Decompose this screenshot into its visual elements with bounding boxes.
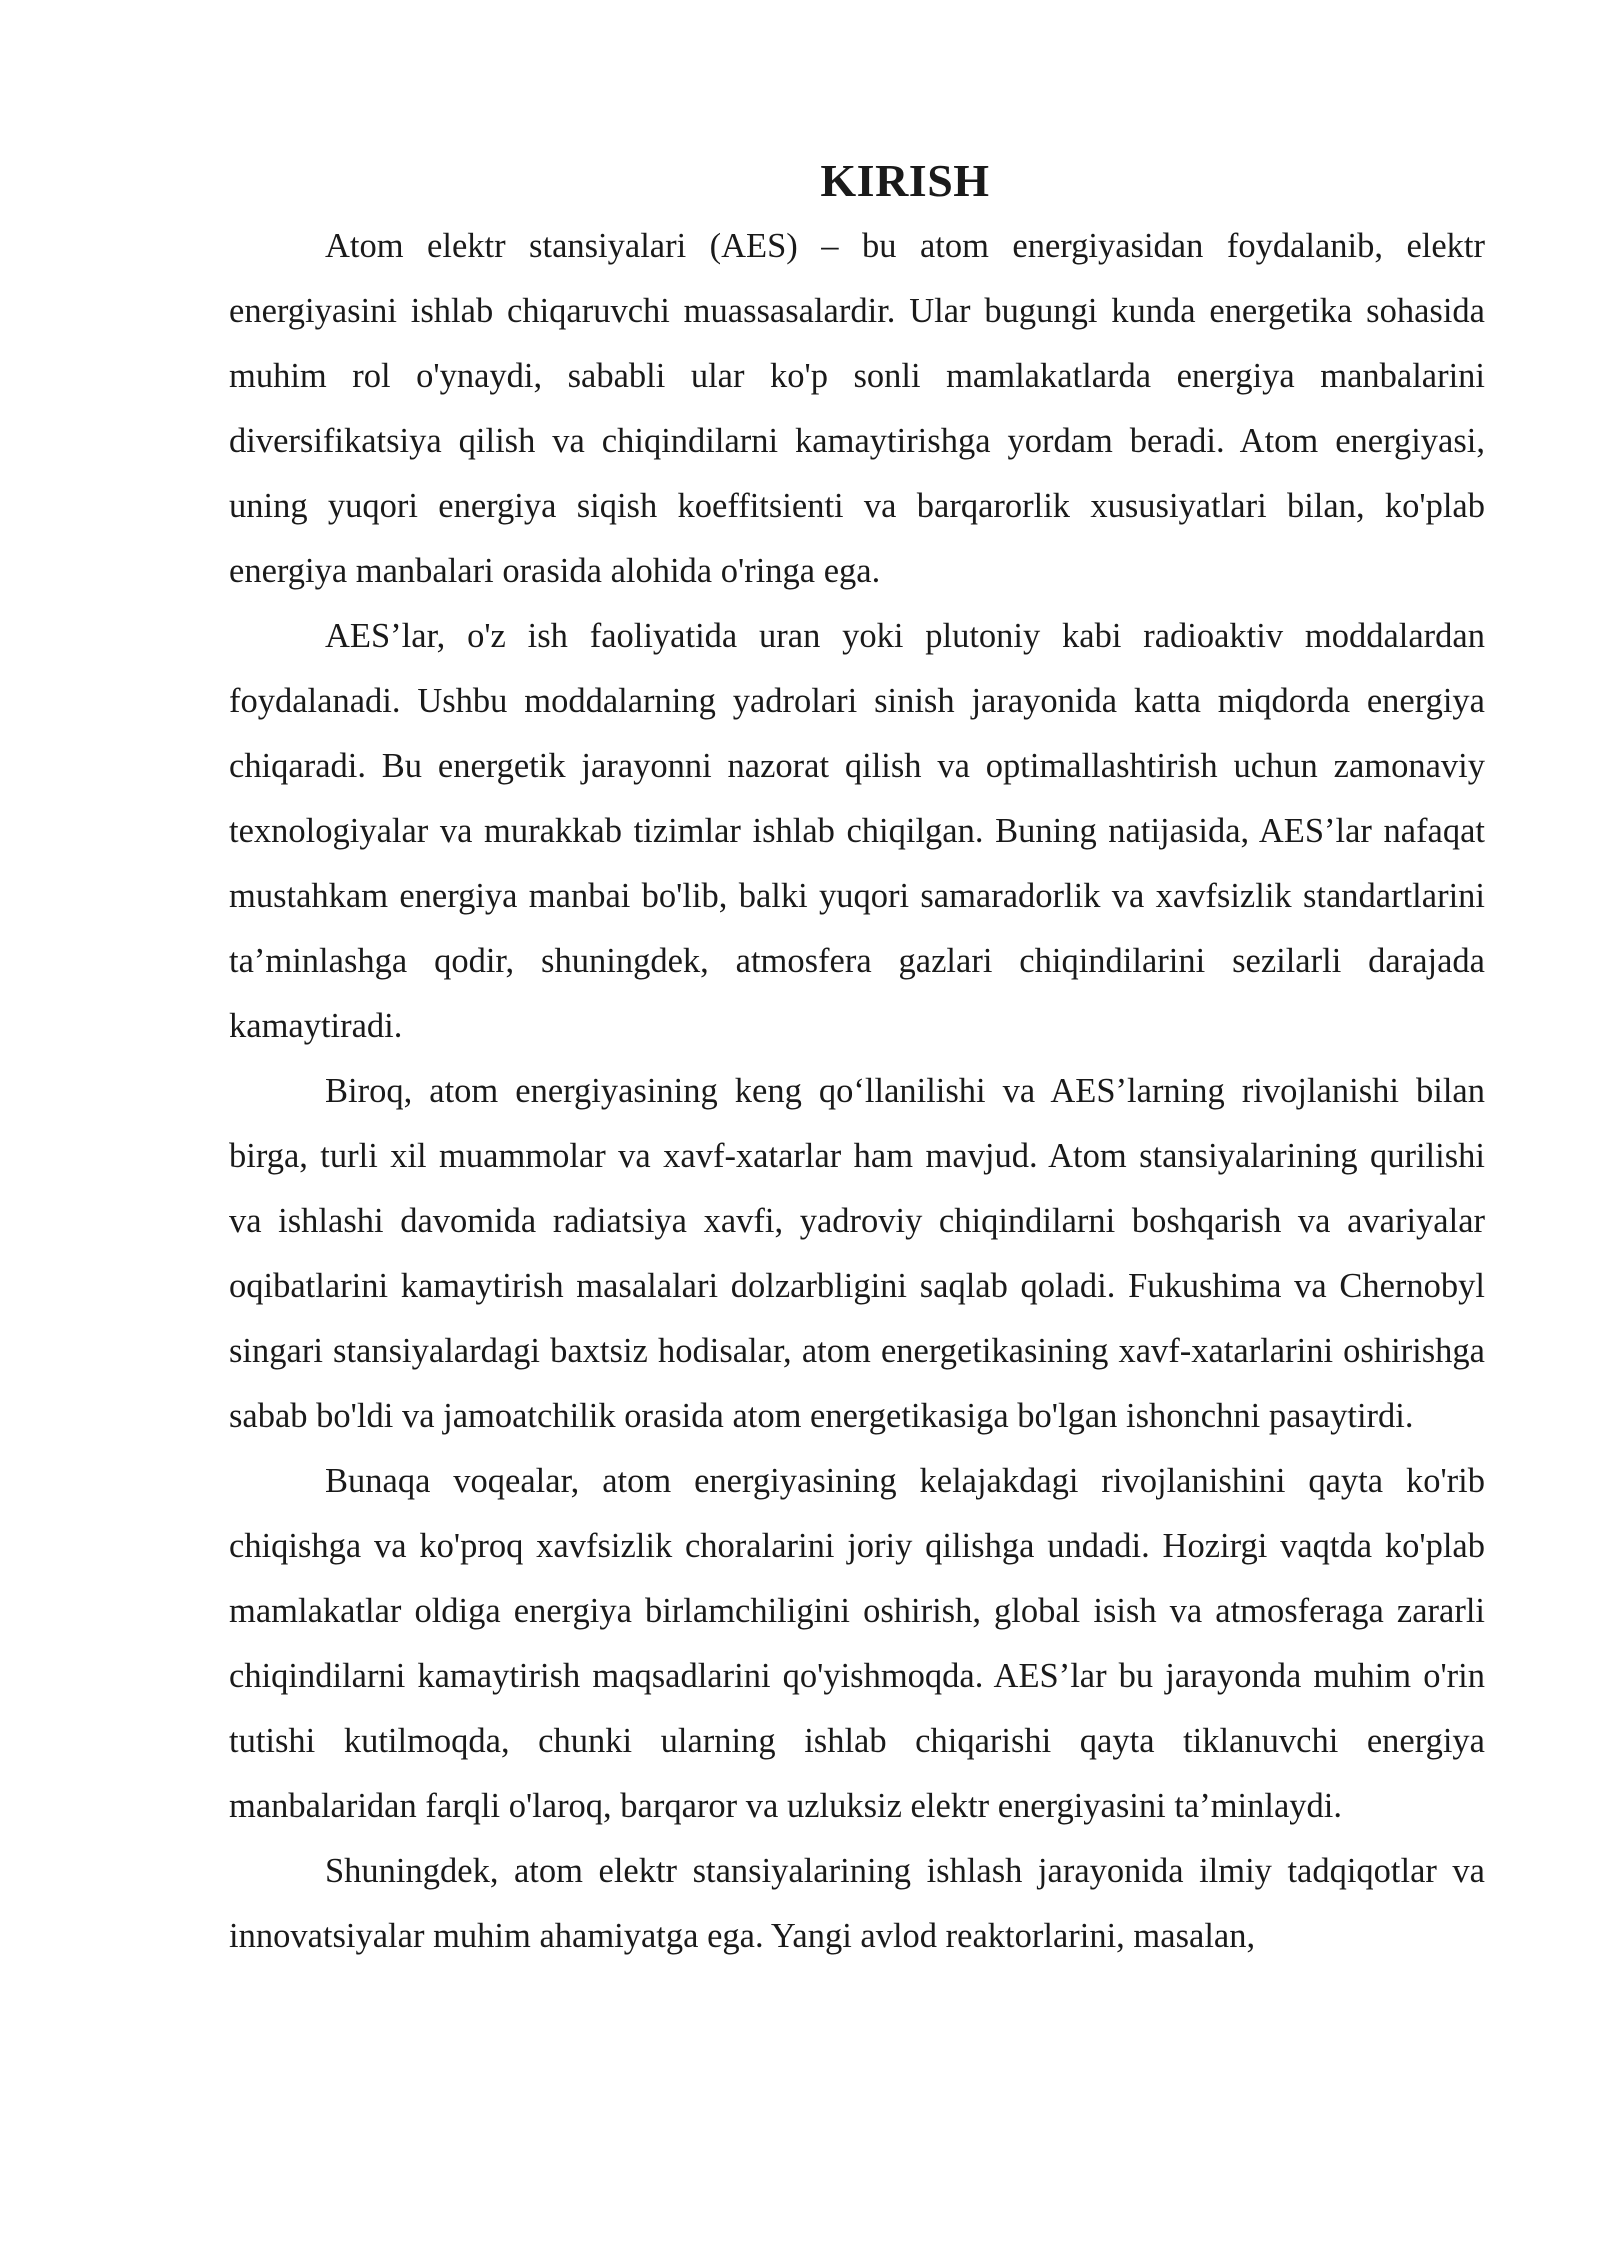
document-body bbox=[229, 150, 1485, 1969]
page-title: KIRISH bbox=[820, 155, 990, 206]
paragraph: Biroq, atom energiyasining keng qo‘llanilishi va AES’larning rivojlanishi bilan birga, turli xil muammolar va xavf-xatarlar ham mavjud. Atom stansiyalarining qurilishi va ishlashi davomida radiatsiya xavfi, yadroviy chiqindilarni boshqarish va avariyalar oqibatlarini kamaytirish masalalari dolzarbligini saqlab qoladi. Fukushima va Chernobyl singari stansiyalardagi baxtsiz hodisalar, atom energetikasining xavf-xatarlarini oshirishga sabab bo'ldi va jamoatchilik orasida atom energetikasiga bo'lgan ishonchni pasaytirdi. bbox=[229, 1072, 1485, 1435]
paragraph: Bunaqa voqealar, atom energiyasining kelajakdagi rivojlanishini qayta ko'rib chiqishga va ko'proq xavfsizlik choralarini joriy qilishga undadi. Hozirgi vaqtda ko'plab mamlakatlar oldiga energiya birlamchiligini oshirish, global isish va atmosferaga zararli chiqindilarni kamaytirish maqsadlarini qo'yishmoqda. AES’lar bu jarayonda muhim o'rin tutishi kutilmoqda, chunki ularning ishlab chiqarishi qayta tiklanuvchi energiya manbalaridan farqli o'laroq, barqaror va uzluksiz elektr energiyasini ta’minlaydi. bbox=[229, 1462, 1485, 1825]
paragraph: Atom elektr stansiyalari (AES) – bu atom energiyasidan foydalanib, elektr energiyasini ishlab chiqaruvchi muassasalardir. Ular bugungi kunda energetika sohasida muhim rol o'ynaydi, sababli ular ko'p sonli mamlakatlarda energiya manbalarini diversifikatsiya qilish va chiqindilarni kamaytirishga yordam beradi. Atom energiyasi, uning yuqori energiya siqish koeffitsienti va barqarorlik xususiyatlari bilan, ko'plab energiya manbalari orasida alohida o'ringa ega. bbox=[229, 227, 1485, 590]
paragraph: AES’lar, o'z ish faoliyatida uran yoki plutoniy kabi radioaktiv moddalardan foydalanadi. Ushbu moddalarning yadrolari sinish jarayonida katta miqdorda energiya chiqaradi. Bu energetik jarayonni nazorat qilish va optimallashtirish uchun zamonaviy texnologiyalar va murakkab tizimlar ishlab chiqilgan. Buning natijasida, AES’lar nafaqat mustahkam energiya manbai bo'lib, balki yuqori samaradorlik va xavfsizlik standartlarini ta’minlashga qodir, shuningdek, atmosfera gazlari chiqindilarini sezilarli darajada kamaytiradi. bbox=[229, 617, 1485, 1045]
paragraph: Shuningdek, atom elektr stansiyalarining ishlash jarayonida ilmiy tadqiqotlar va innovatsiyalar muhim ahamiyatga ega. Yangi avlod reaktorlarini, masalan, bbox=[229, 1852, 1485, 1955]
